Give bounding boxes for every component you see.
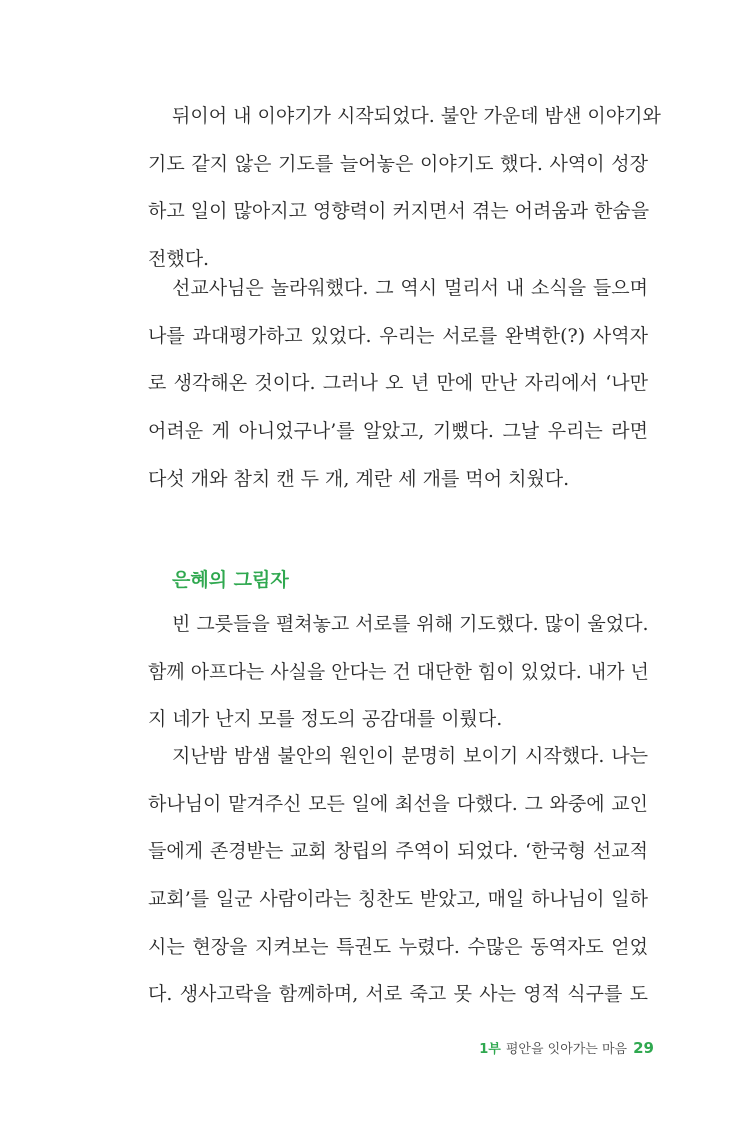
footer-book-title: 평안을 잇아가는 마음 (505, 1042, 628, 1057)
text-line: 뒤이어 내 이야기가 시작되었다. 불안 가운데 밤샌 이야기와 (172, 105, 661, 127)
text-line: 지난밤 밤샘 불안의 원인이 분명히 보이기 시작했다. 나는 (172, 745, 648, 767)
footer-part-label: 1부 (479, 1042, 501, 1057)
text-line: 시는 현장을 지켜보는 특권도 누렸다. 수많은 동역자도 얻었 (148, 935, 648, 958)
text-line: 다. 생사고락을 함께하며, 서로 죽고 못 사는 영적 식구를 도 (148, 983, 648, 1006)
text-line: 어려운 게 아니었구나’를 알았고, 기뻤다. 그날 우리는 라면 (148, 420, 648, 443)
text-line: 기도 같지 않은 기도를 늘어놓은 이야기도 했다. 사역이 성장 (148, 152, 648, 175)
text-line: 함께 아프다는 사실을 안다는 건 대단한 힘이 있었다. 내가 넌 (148, 660, 649, 683)
text-line: 로 생각해온 것이다. 그러나 오 년 만에 만난 자리에서 ‘나만 (148, 372, 648, 395)
section-heading: 은혜의 그림자 (172, 569, 289, 591)
paragraph-4 (148, 733, 648, 1019)
paragraph-3 (148, 601, 648, 744)
text-line: 지 네가 난지 모를 정도의 공감대를 이뤘다. (148, 708, 503, 731)
text-line: 하고 일이 많아지고 영향력이 커지면서 겪는 어려움과 한숨을 (148, 200, 650, 223)
text-line: 나를 과대평가하고 있었다. 우리는 서로를 완벽한(?) 사역자 (148, 324, 648, 347)
text-line: 전했다. (148, 248, 210, 271)
text-line: 교회’를 일군 사람이라는 칭찬도 받았고, 매일 하나님이 일하 (148, 888, 648, 911)
page-number: 29 (633, 1039, 654, 1057)
paragraph-1 (148, 93, 661, 284)
text-line: 들에게 존경받는 교회 창립의 주역이 되었다. ‘한국형 선교적 (148, 840, 648, 863)
paragraph-2 (148, 265, 648, 503)
text-line: 빈 그릇들을 펼쳐놓고 서로를 위해 기도했다. 많이 울었다. (172, 613, 649, 635)
text-line: 선교사님은 놀라워했다. 그 역시 멀리서 내 소식을 들으며 (172, 277, 648, 299)
text-line: 하나님이 맡겨주신 모든 일에 최선을 다했다. 그 와중에 교인 (148, 792, 648, 815)
text-line: 다섯 개와 참치 캔 두 개, 계란 세 개를 먹어 치웠다. (148, 467, 570, 490)
page-footer (479, 1035, 654, 1061)
